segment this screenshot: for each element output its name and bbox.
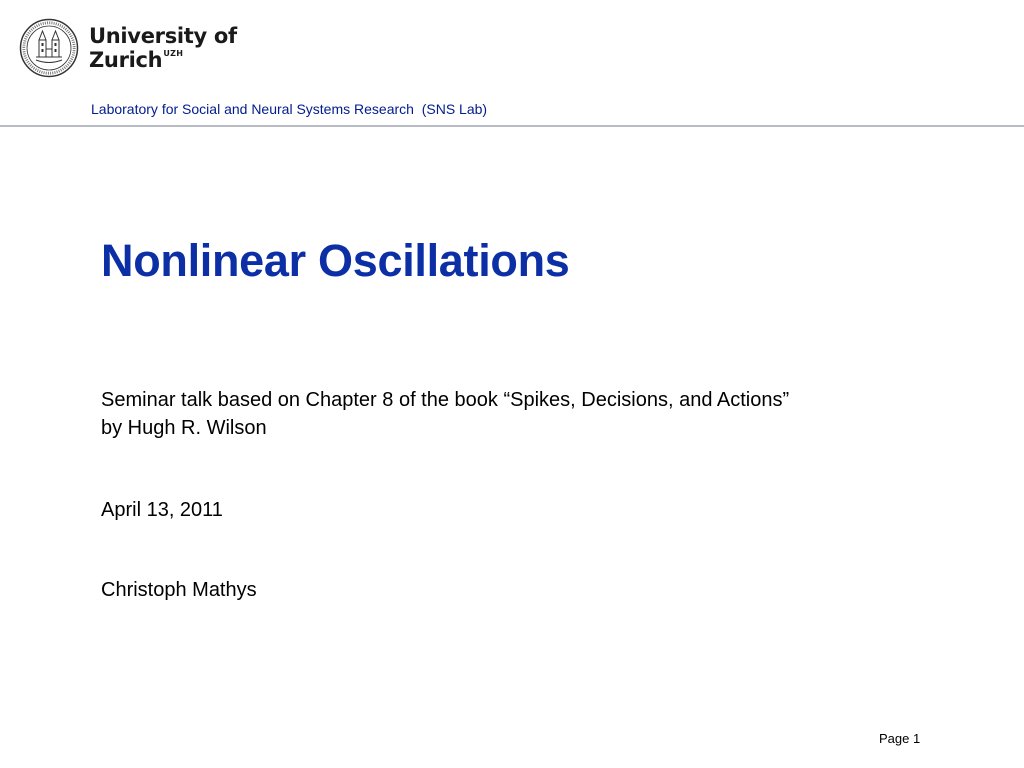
logo-superscript: UZH: [163, 49, 184, 58]
slide-date: April 13, 2011: [101, 499, 223, 521]
subtitle-line-1: Seminar talk based on Chapter 8 of the book “Spikes, Decisions, and Actions”: [101, 389, 790, 411]
logo-line-1: University of: [89, 24, 237, 48]
logo-line-2: [89, 48, 237, 72]
subtitle-line-2: by Hugh R. Wilson: [101, 417, 267, 439]
lab-name: Laboratory for Social and Neural Systems Research (SNS Lab): [91, 101, 488, 117]
university-logo-text: [89, 24, 237, 72]
slide-subtitle: [101, 386, 981, 442]
university-seal-icon: [19, 18, 79, 78]
slide-title: Nonlinear Oscillations: [101, 235, 570, 286]
header-divider: [0, 125, 1024, 127]
page-number: Page 1: [879, 731, 921, 746]
logo-city: Zurich: [89, 48, 163, 72]
slide-author: Christoph Mathys: [101, 579, 257, 601]
